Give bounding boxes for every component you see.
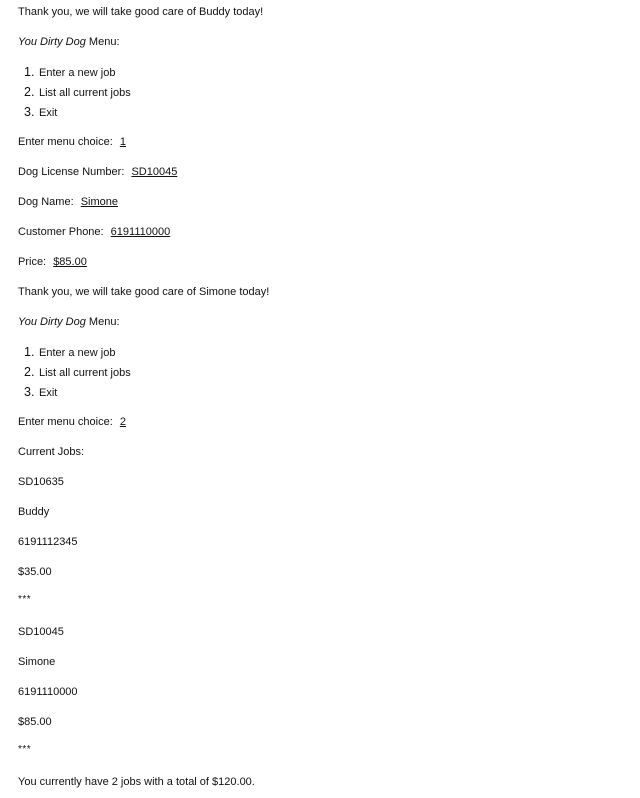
menu-item-number: 2. xyxy=(24,365,35,379)
menu-title xyxy=(18,35,120,49)
menu-item-list-jobs xyxy=(24,85,131,99)
job-price: $35.00 xyxy=(18,566,52,578)
jobs-summary: You currently have 2 jobs with a total of $120.00. xyxy=(18,776,255,788)
prompt-label: Customer Phone: xyxy=(18,226,104,238)
menu-item-number: 3. xyxy=(24,105,35,119)
dog-name-prompt xyxy=(18,195,118,209)
menu-item-label: List all current jobs xyxy=(39,367,131,379)
menu-item-number: 1. xyxy=(24,345,35,359)
menu-choice-prompt xyxy=(18,415,126,429)
menu-item-new-job xyxy=(24,345,115,359)
license-prompt xyxy=(18,165,177,179)
menu-item-label: Enter a new job xyxy=(39,67,116,79)
job-phone: 6191110000 xyxy=(18,686,78,698)
thank-you-message: Thank you, we will take good care of Simone today! xyxy=(18,286,270,298)
menu-item-number: 3. xyxy=(24,385,35,399)
menu-title-suffix: Menu: xyxy=(85,316,120,328)
prompt-label: Enter menu choice: xyxy=(18,416,113,428)
menu-item-list-jobs xyxy=(24,365,131,379)
phone-prompt xyxy=(18,225,170,239)
job-separator: *** xyxy=(18,744,32,755)
license-input[interactable]: SD10045 xyxy=(131,166,178,178)
job-separator: *** xyxy=(18,594,32,605)
menu-choice-input[interactable]: 2 xyxy=(119,416,126,428)
phone-input[interactable]: 6191110000 xyxy=(110,226,171,238)
price-prompt xyxy=(18,255,87,269)
menu-item-number: 2. xyxy=(24,85,35,99)
menu-item-exit xyxy=(24,385,57,399)
job-license: SD10045 xyxy=(18,626,64,638)
menu-title-brand: You Dirty Dog xyxy=(18,316,86,328)
prompt-label: Price: xyxy=(18,256,47,268)
menu-title-suffix: Menu: xyxy=(85,36,120,48)
prompt-label: Enter menu choice: xyxy=(18,136,113,148)
menu-choice-input[interactable]: 1 xyxy=(119,136,126,148)
job-license: SD10635 xyxy=(18,476,64,488)
menu-title-brand: You Dirty Dog xyxy=(18,36,86,48)
menu-choice-prompt xyxy=(18,135,126,149)
menu-item-new-job xyxy=(24,65,115,79)
menu-item-label: Exit xyxy=(39,107,58,119)
dog-name-input[interactable]: Simone xyxy=(80,196,118,208)
menu-item-label: Enter a new job xyxy=(39,347,116,359)
menu-item-number: 1. xyxy=(24,65,35,79)
price-input[interactable]: $85.00 xyxy=(53,256,87,268)
job-dog-name: Simone xyxy=(18,656,56,668)
prompt-label: Dog Name: xyxy=(18,196,74,208)
job-phone: 6191112345 xyxy=(18,536,78,548)
menu-title xyxy=(18,315,120,329)
menu-item-exit xyxy=(24,105,57,119)
job-price: $85.00 xyxy=(18,716,52,728)
menu-item-label: List all current jobs xyxy=(39,87,131,99)
prompt-label: Dog License Number: xyxy=(18,166,125,178)
current-jobs-heading: Current Jobs: xyxy=(18,446,85,458)
thank-you-message: Thank you, we will take good care of Buddy today! xyxy=(18,6,264,18)
job-dog-name: Buddy xyxy=(18,506,50,518)
menu-item-label: Exit xyxy=(39,387,58,399)
